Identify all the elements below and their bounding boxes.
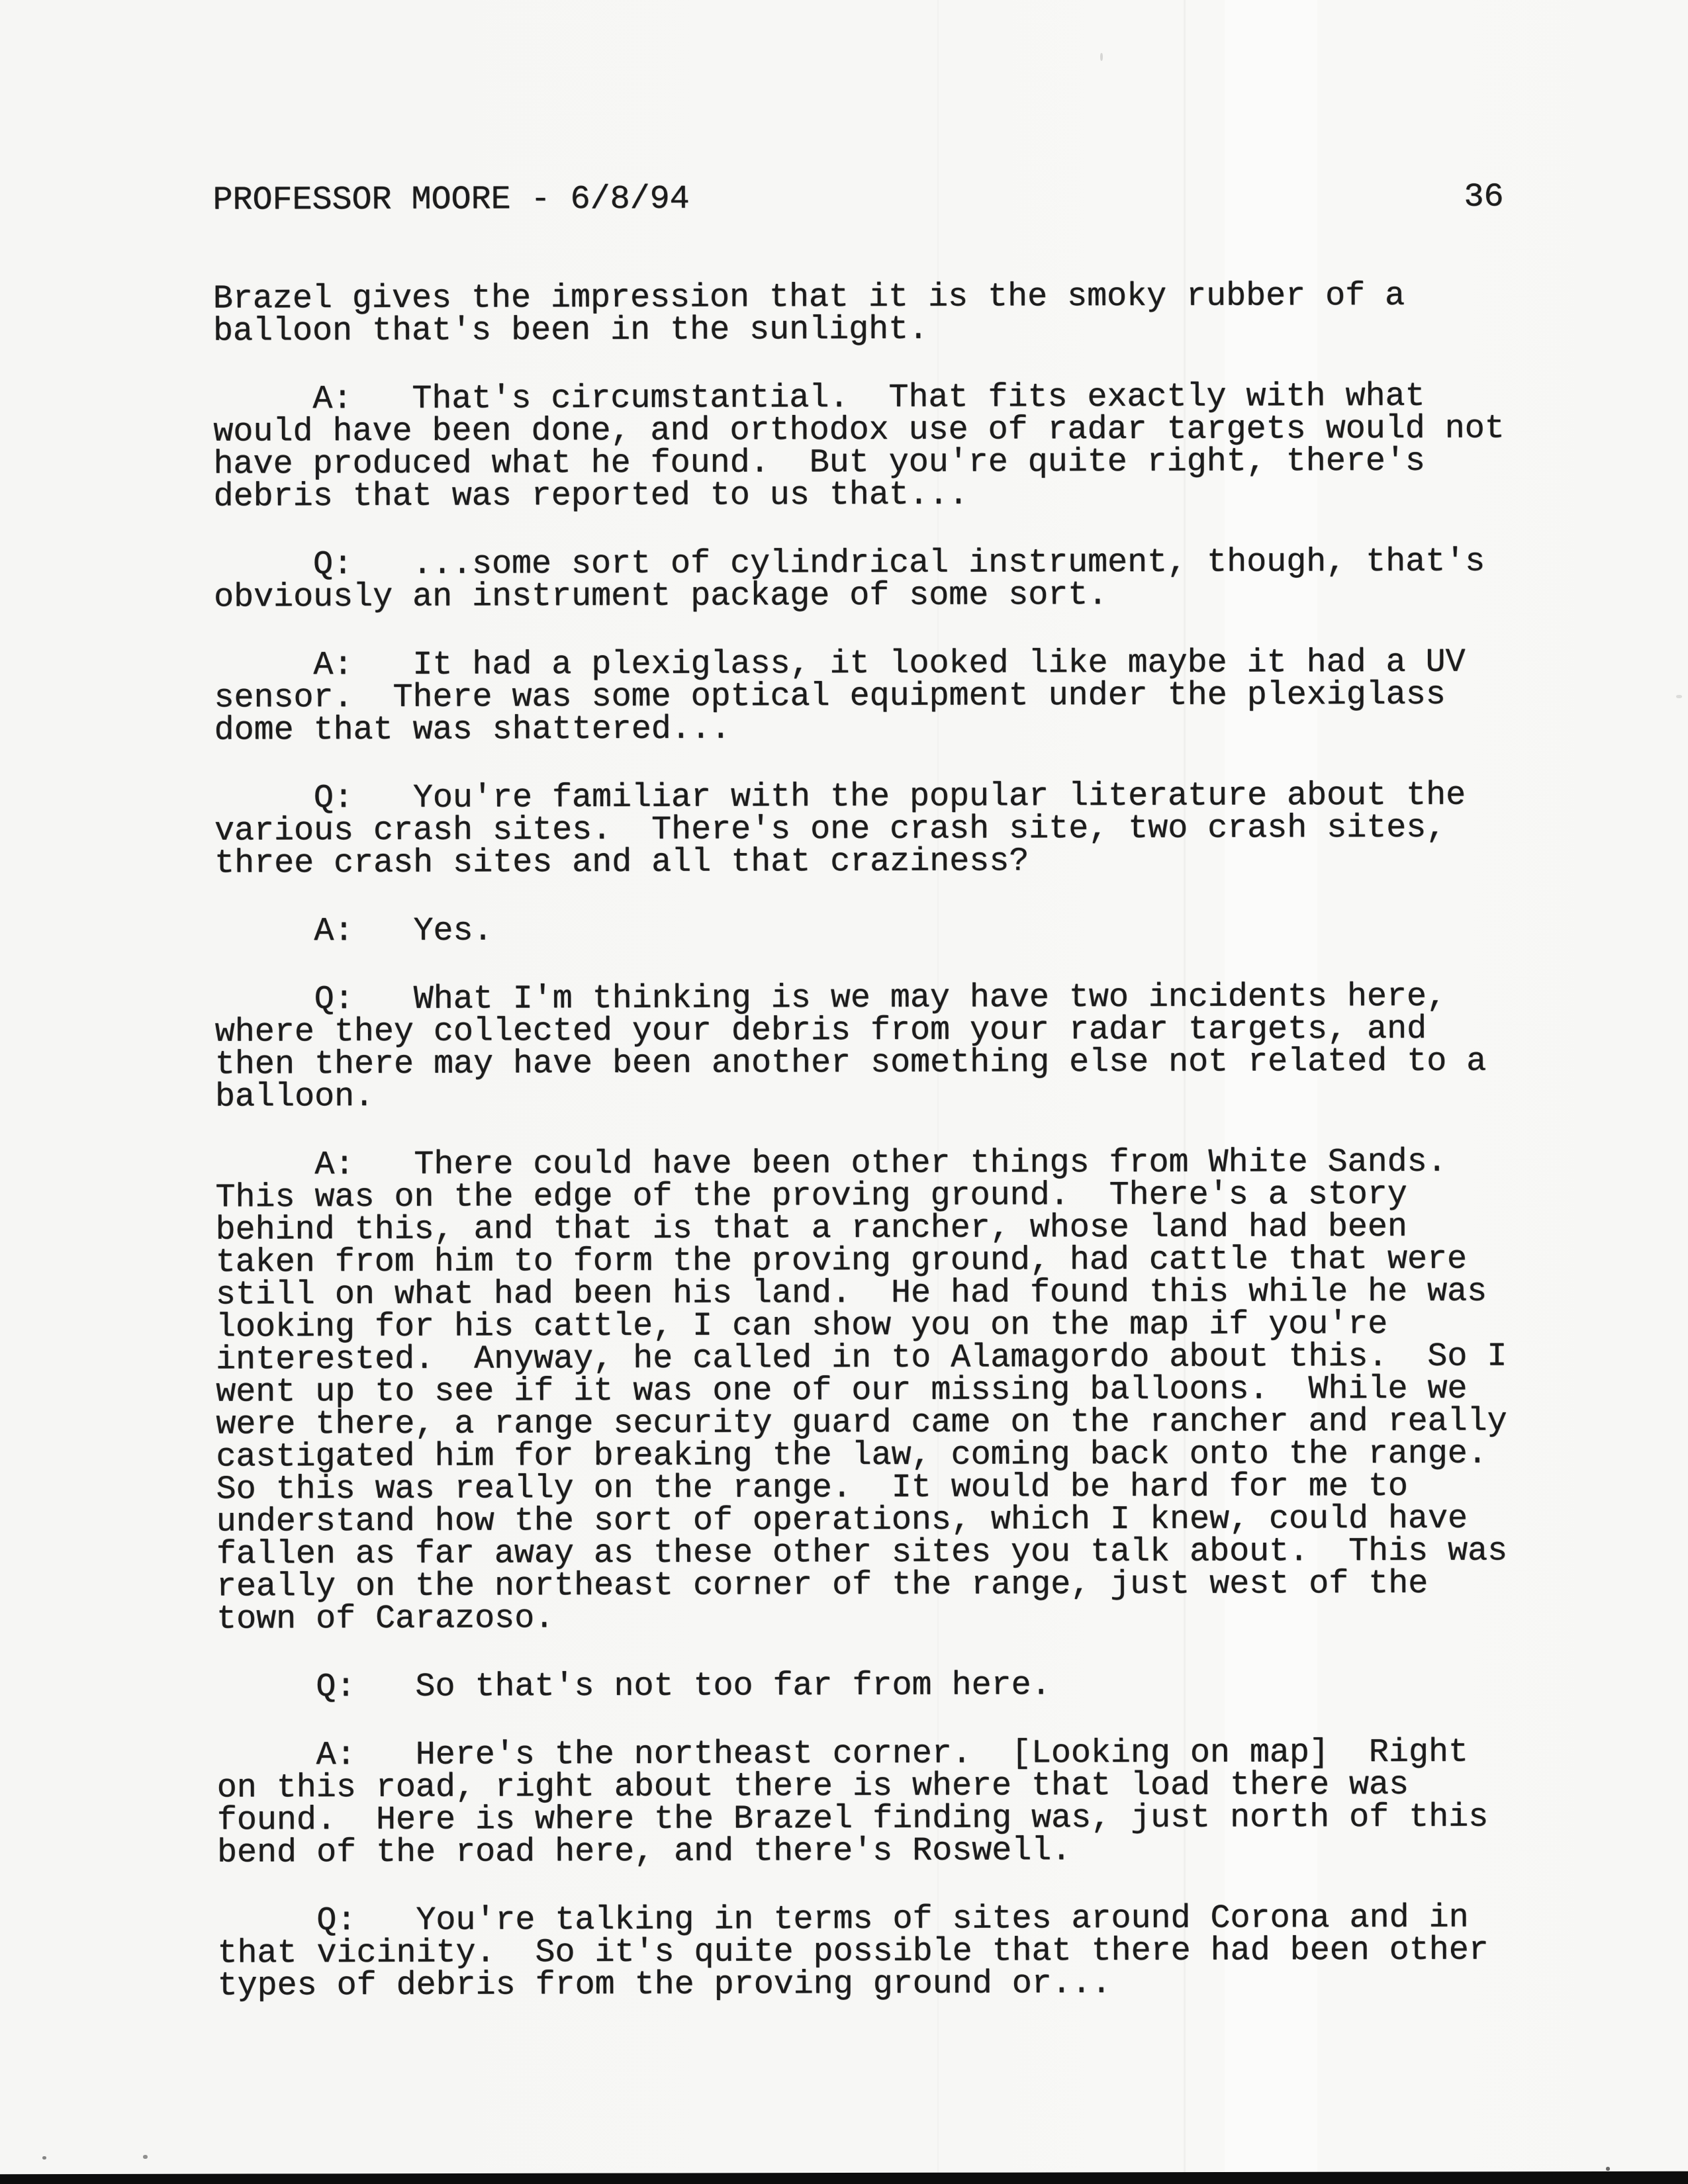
transcript-paragraph: Q: You're talking in terms of sites around Corona and in that vicinity. So it's quite possible that there had been other types of debris from the proving ground or... (217, 1899, 1489, 2005)
transcript-paragraph: Q: You're familiar with the popular literature about the various crash sites. There's one crash site, two crash sites, three crash sites and all that craziness? (214, 776, 1466, 883)
transcript-paragraph: A: That's circumstantial. That fits exactly with what would have been done, and orthodox use of radar targets would not have produced what he found. But you're quite right, there's debris that was reported to us that... (213, 377, 1505, 516)
document-title: PROFESSOR MOORE - 6/8/94 (212, 180, 690, 220)
transcript-paragraph: A: There could have been other things from White Sands. This was on the edge of the proving ground. There's a story behind this, and that is that a rancher, whose land had been taken from him to form the proving ground, had cattle that were still on what had been his land. He had found this while he was looking for his cattle, I can show you on the map if you're interested. Anyway, he called in to Alamagordo about this. So I went up to see if it was one of our missing balloons. While we were there, a range security guard came on the rancher and really castigated him for breaking the law, coming back onto the range. So this was really on the range. It would be hard for me to understand how the sort of operations, which I knew, could have fallen as far away as these other sites you talk about. This was really on the northeast corner of the range, just west of the town of Carazoso. (215, 1143, 1508, 1639)
transcript-paragraph: Brazel gives the impression that it is the smoky rubber of a balloon that's been in the sunlight. (212, 277, 1405, 351)
page-number: 36 (1464, 178, 1504, 216)
transcript-body (212, 277, 1509, 2005)
scan-edge-bar (0, 2171, 1688, 2184)
scan-speck (143, 2155, 148, 2159)
document-text-block (212, 178, 1508, 2005)
scan-speck (1676, 695, 1682, 698)
transcript-paragraph: A: It had a plexiglass, it looked like maybe it had a UV sensor. There was some optical equipment under the plexiglass dome that was shattered... (214, 643, 1466, 750)
scan-speck (1606, 2167, 1610, 2171)
scan-speck (42, 2156, 46, 2160)
transcript-paragraph: A: Here's the northeast corner. [Looking on map] Right on this road, right about there is where that load there was found. Here is where the Brazel finding was, just north of this bend of the road here, and there's Roswell. (216, 1733, 1489, 1872)
transcript-paragraph: Q: What I'm thinking is we may have two incidents here, where they collected your debris from your radar targets, and then there may have been another something else not related to a balloon. (214, 978, 1487, 1116)
transcript-paragraph: Q: ...some sort of cylindrical instrument, though, that's obviously an instrument package of some sort. (213, 543, 1485, 617)
transcript-paragraph: A: Yes. (214, 912, 493, 951)
page-header (212, 178, 1504, 220)
transcript-paragraph: Q: So that's not too far from here. (216, 1666, 1051, 1707)
scan-speck (1100, 53, 1103, 61)
